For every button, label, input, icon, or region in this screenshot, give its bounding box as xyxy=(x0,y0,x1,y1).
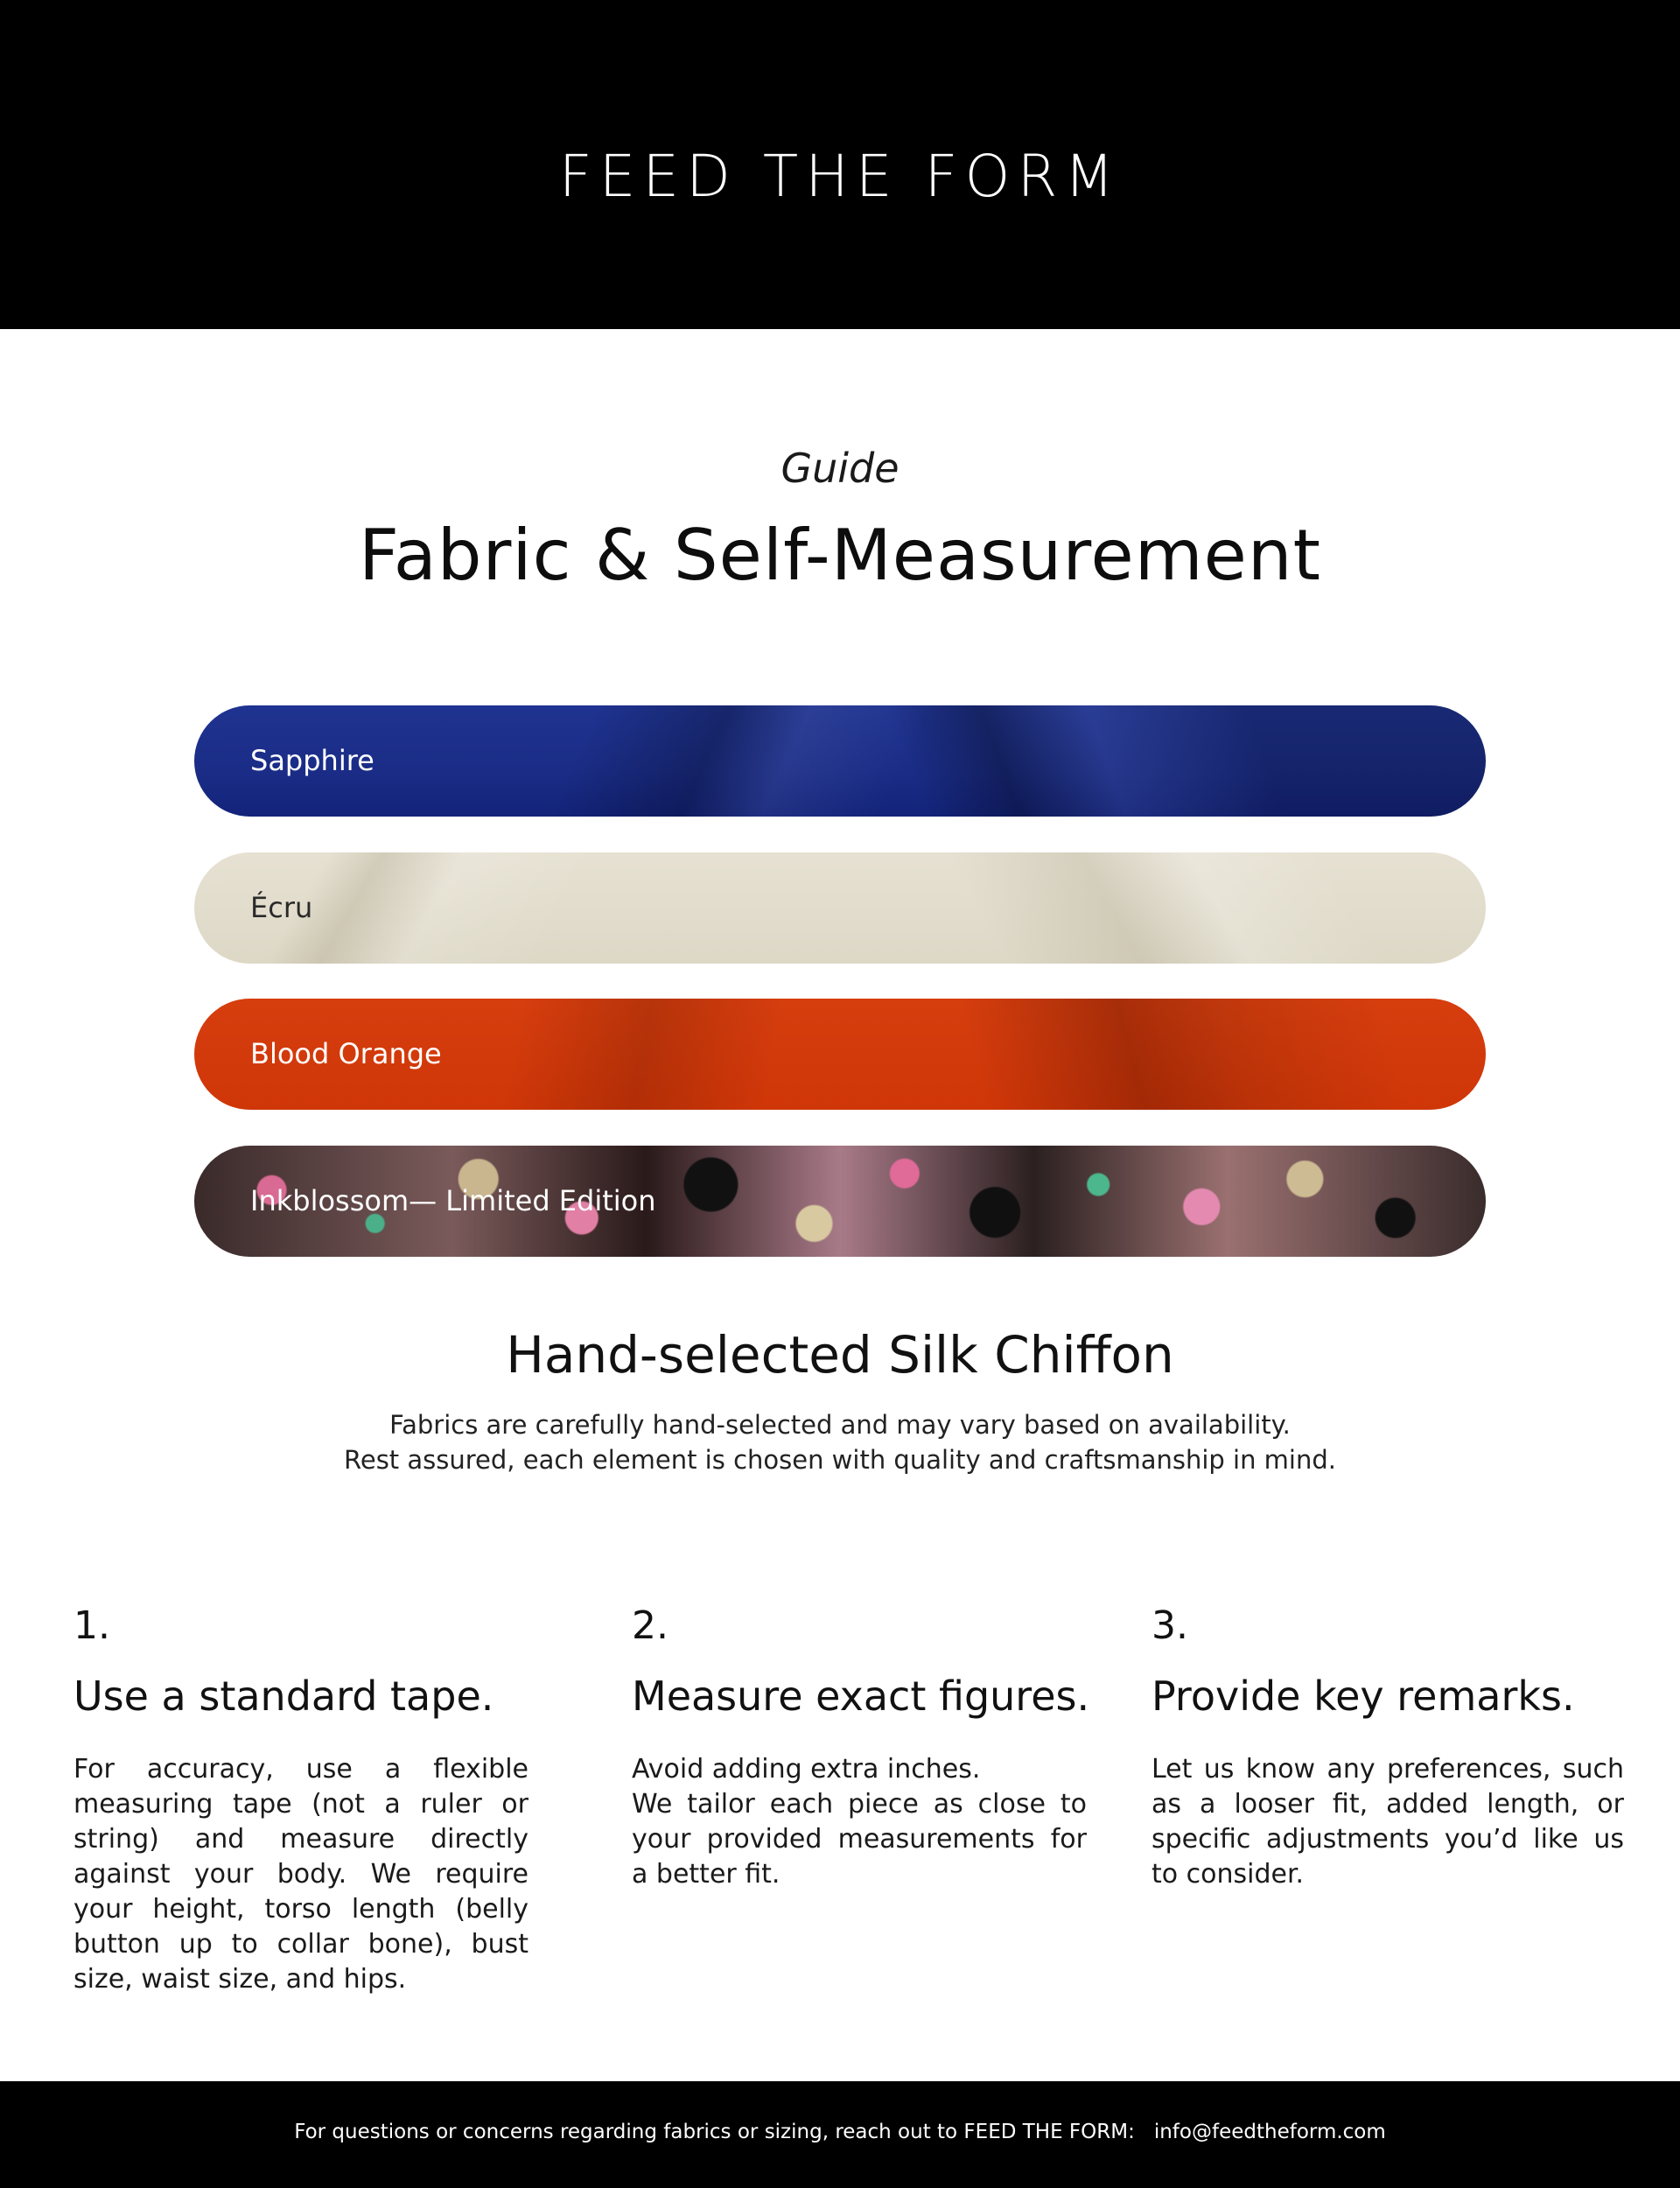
fabric-swatch-sapphire xyxy=(194,705,1486,817)
footer-message: For questions or concerns regarding fabrics or sizing, reach out to FEED THE FORM: xyxy=(294,2121,1135,2143)
fabric-swatch-inkblossom xyxy=(194,1146,1486,1257)
guide-kicker: Guide xyxy=(780,445,900,492)
step-body-line: We tailor each piece as close to your provided measurements for a better fit. xyxy=(632,1789,1087,1890)
brand-wordmark: FEED THE FORM xyxy=(558,143,1122,210)
step-title: Provide key remarks. xyxy=(1152,1673,1575,1720)
fabric-swatch-ecru xyxy=(194,852,1486,964)
fabric-swatch-label: Inkblossom— Limited Edition xyxy=(250,1184,656,1217)
fabric-swatch-label: Écru xyxy=(250,891,313,924)
fabric-swatch-label: Blood Orange xyxy=(250,1037,442,1070)
step-number: 2. xyxy=(632,1603,668,1648)
step-title: Measure exact figures. xyxy=(632,1673,1090,1720)
step-body: Let us know any preferences, such as a looser fit, added length, or specific adjustments you’d like us to consider. xyxy=(1152,1754,1624,1890)
measurement-step-2 xyxy=(632,1602,1090,1892)
fabric-description-line: Rest assured, each element is chosen with quality and craftsmanship in mind. xyxy=(344,1445,1336,1475)
fabric-swatch-label: Sapphire xyxy=(250,744,374,777)
fabric-description-line: Fabrics are carefully hand-selected and may vary based on availability. xyxy=(389,1410,1291,1440)
step-number: 3. xyxy=(1152,1603,1188,1648)
contact-email: info@feedtheform.com xyxy=(1153,2121,1386,2143)
step-number: 1. xyxy=(74,1603,110,1648)
fabric-heading: Hand-selected Silk Chiffon xyxy=(506,1325,1174,1385)
step-body: For accuracy, use a flexible measuring tape (not a ruler or string) and measure directly against your body. We require your height, torso length (belly button up to collar bone), bust size, waist size, and hips. xyxy=(74,1754,528,1995)
fabric-swatch-blood-orange xyxy=(194,999,1486,1110)
measurement-step-3 xyxy=(1152,1602,1624,1892)
fabric-description xyxy=(228,1407,1452,1477)
footer-contact xyxy=(0,2116,1680,2148)
page-title: Fabric & Self-Measurement xyxy=(359,515,1321,596)
step-title: Use a standard tape. xyxy=(74,1673,494,1720)
step-body-line: Avoid adding extra inches. xyxy=(632,1754,981,1785)
header-bar xyxy=(0,0,1680,329)
step-body xyxy=(632,1752,1087,1892)
measurement-step-1 xyxy=(74,1602,528,1997)
footer-bar xyxy=(0,2081,1680,2188)
